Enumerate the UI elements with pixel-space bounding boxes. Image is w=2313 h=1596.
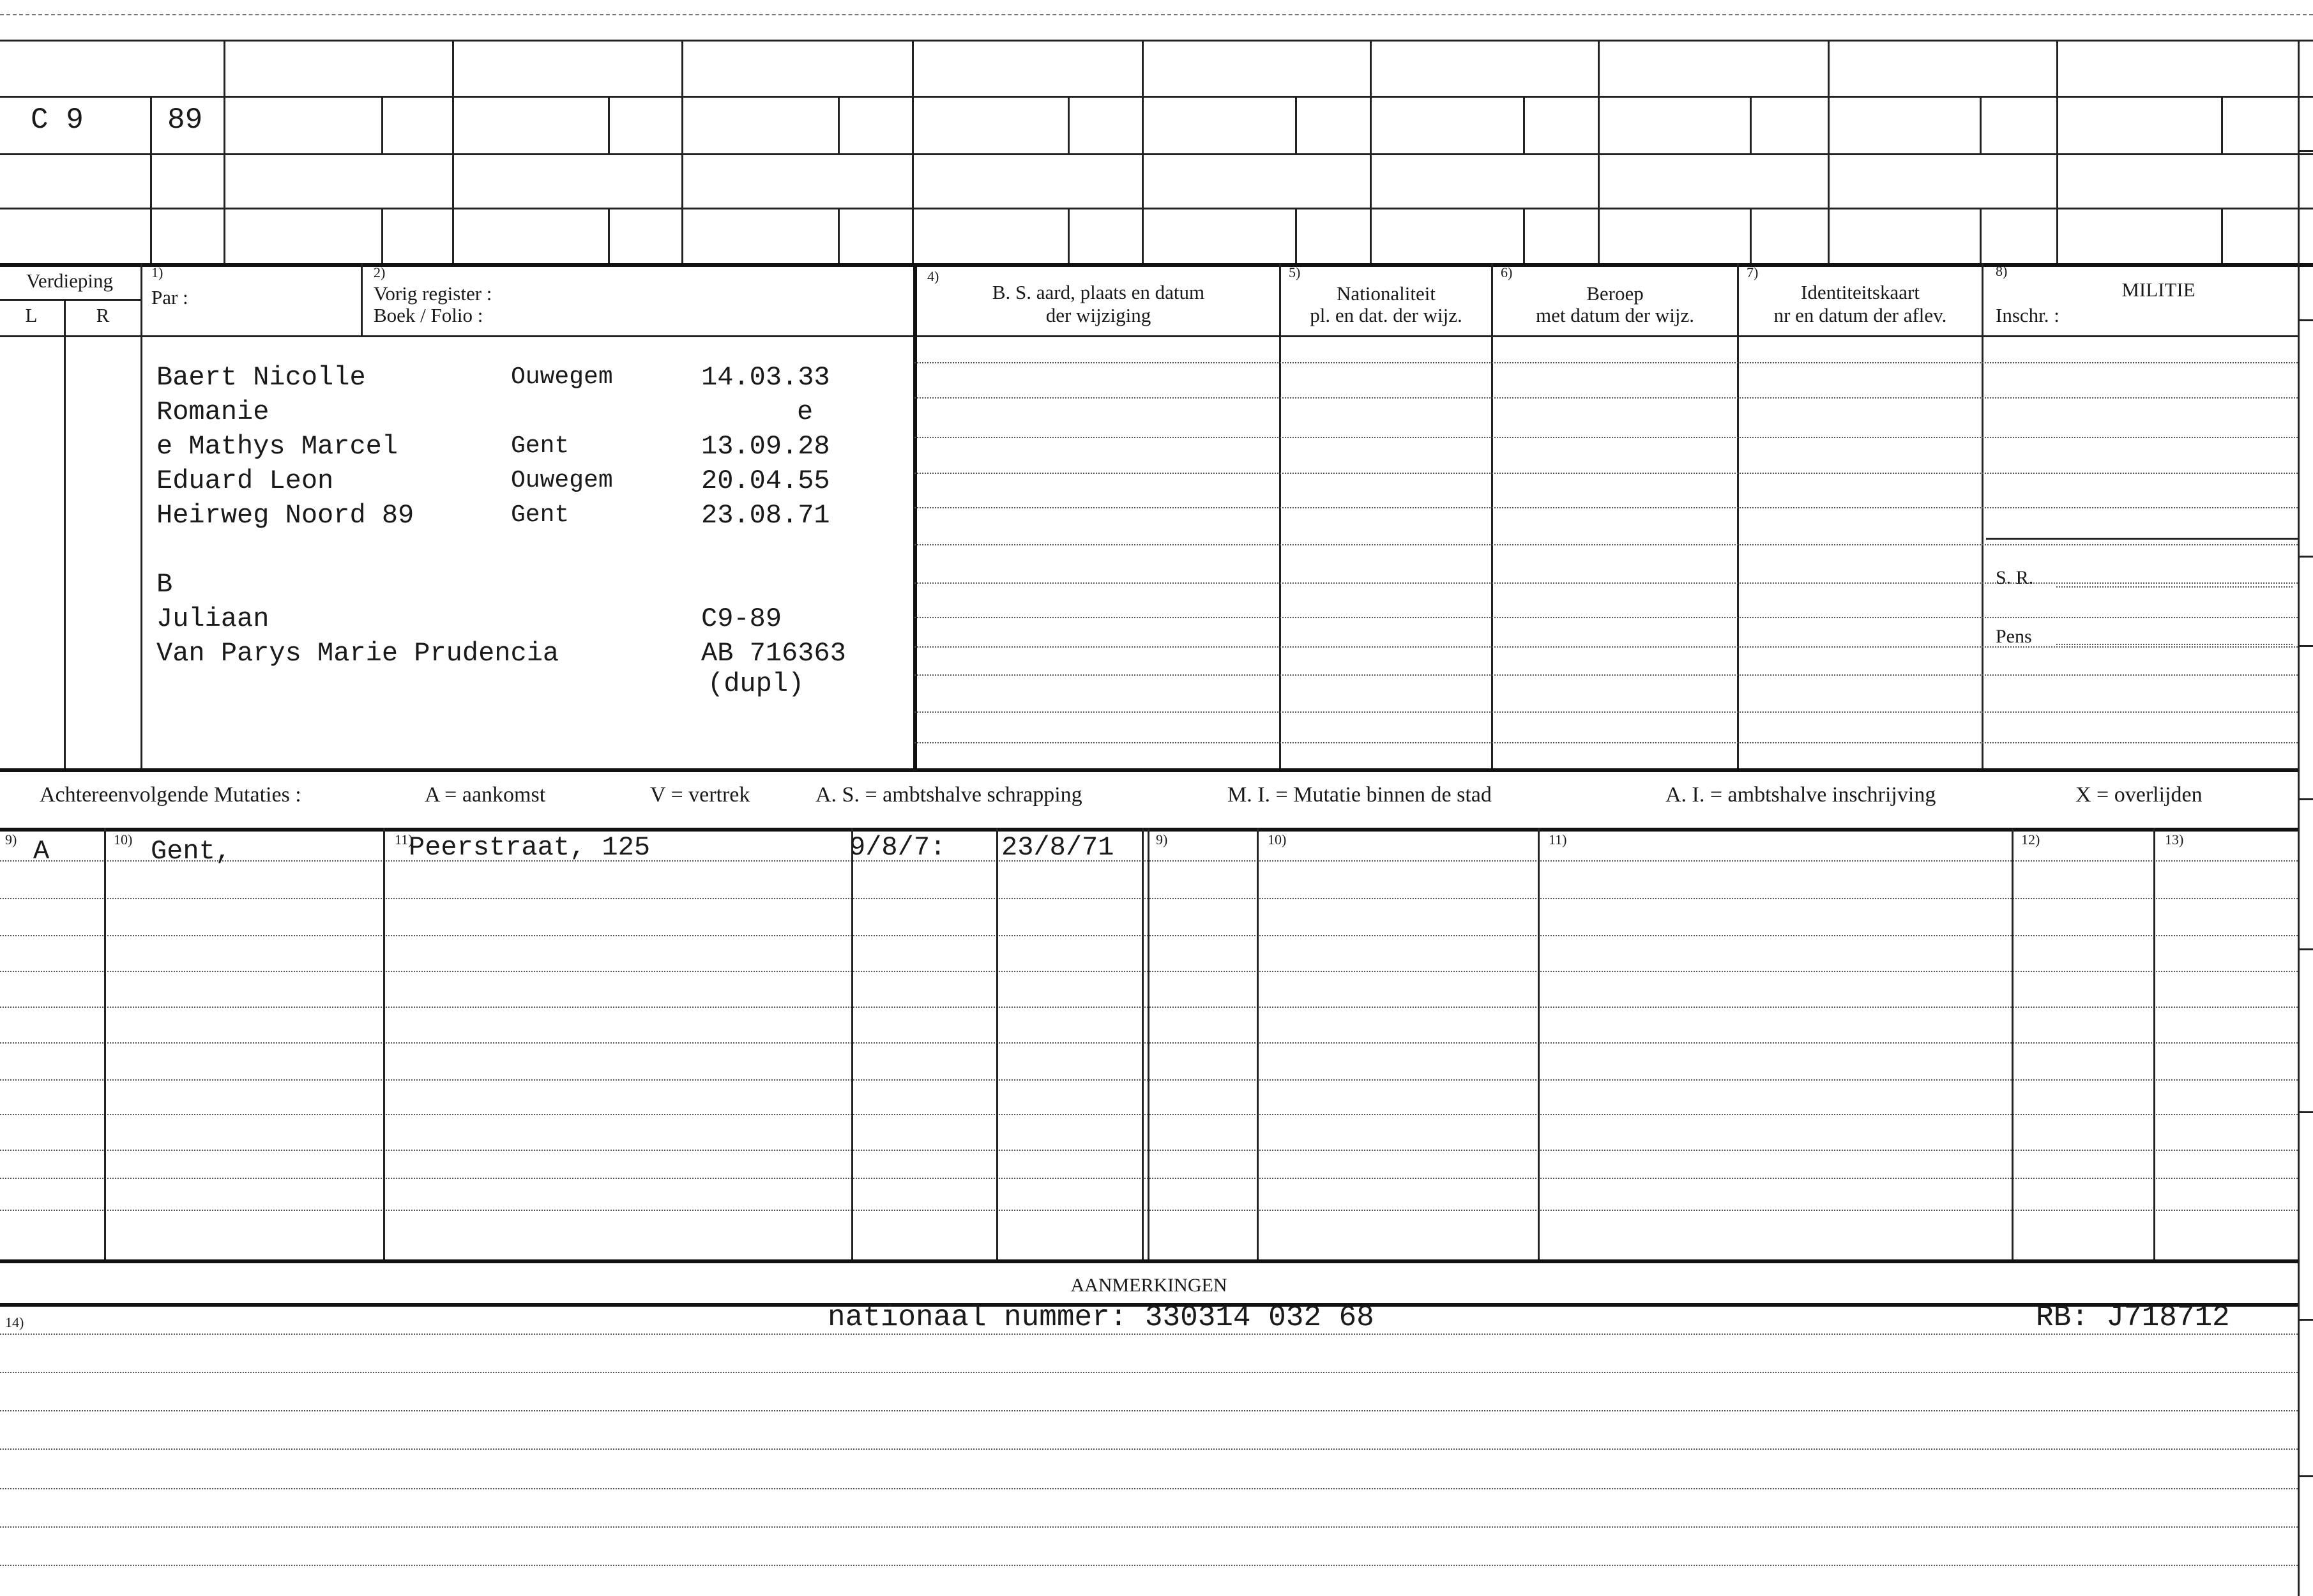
- header-militie: MILITIE: [2121, 278, 2195, 301]
- person-place: Ouwegem: [511, 363, 613, 391]
- mutation-city: Gent,: [151, 836, 232, 867]
- mutation-col-num: 12): [2021, 832, 2040, 847]
- person-name: e Mathys Marcel: [156, 431, 398, 462]
- header-par: Par :: [151, 286, 188, 308]
- person-date: AB 716363: [701, 638, 846, 669]
- header-inschr: Inschr. :: [1996, 304, 2059, 326]
- mutation-date-2: 23/8/71: [1001, 832, 1114, 863]
- person-place: Gent: [511, 432, 570, 460]
- header-nationaliteit-sub: pl. en dat. der wijz.: [1310, 304, 1462, 326]
- header-col5-num: 5): [1289, 264, 1301, 280]
- person-name: Juliaan: [156, 604, 269, 634]
- person-place: Ouwegem: [511, 467, 613, 494]
- mutation-col-num: 11): [1549, 832, 1567, 847]
- mutation-col-num: 9): [5, 832, 17, 847]
- person-name: Heirweg Noord 89: [156, 500, 414, 531]
- legend-item: A. S. = ambtshalve schrapping: [815, 783, 1082, 807]
- legend-item: A = aankomst: [425, 783, 546, 807]
- person-name: Romanie: [156, 397, 269, 427]
- person-name: Baert Nicolle: [156, 362, 366, 393]
- remarks-title: AANMERKINGEN: [1070, 1275, 1227, 1296]
- header-verdieping-left: L: [25, 304, 38, 326]
- militie-pens-label: Pens: [1996, 626, 2032, 647]
- person-date: C9-89: [701, 604, 782, 634]
- legend-item: M. I. = Mutatie binnen de stad: [1227, 783, 1492, 807]
- header-bs-line2: der wijziging: [1045, 304, 1151, 326]
- person-date: e: [797, 397, 814, 427]
- militie-sr-label: S. R.: [1996, 567, 2034, 588]
- mutation-col-num: 10): [114, 832, 133, 847]
- remarks-num: 14): [5, 1314, 24, 1330]
- header-boek-folio: Boek / Folio :: [374, 304, 483, 326]
- rb-number: RB: J718712: [2036, 1301, 2230, 1334]
- person-date: 14.03.33: [701, 362, 830, 393]
- person-name: Van Parys Marie Prudencia: [156, 638, 559, 669]
- header-verdieping: Verdieping: [26, 270, 114, 292]
- person-date: 20.04.55: [701, 466, 830, 496]
- header-beroep: Beroep: [1586, 282, 1644, 305]
- mutation-col-num: 9): [1156, 832, 1168, 847]
- legend-item: A. I. = ambtshalve inschrijving: [1665, 783, 1936, 807]
- header-col1-num: 1): [151, 264, 163, 280]
- person-date: 23.08.71: [701, 500, 830, 531]
- header-col7-num: 7): [1747, 264, 1759, 280]
- mutation-col-num: 10): [1268, 832, 1287, 847]
- person-name: Eduard Leon: [156, 466, 334, 496]
- mutation-col-num: 11): [395, 832, 413, 847]
- person-date: (dupl): [708, 669, 805, 699]
- person-date: 13.09.28: [701, 431, 830, 462]
- mutations-legend-title: Achtereenvolgende Mutaties :: [40, 783, 301, 807]
- legend-item: V = vertrek: [650, 783, 750, 807]
- register-code: C 9: [31, 103, 84, 137]
- header-identiteitskaart-sub: nr en datum der aflev.: [1773, 304, 1947, 326]
- person-place: Gent: [511, 501, 570, 529]
- folio-number: 89: [167, 103, 203, 137]
- national-number: nationaal nummer: 330314 032 68: [828, 1301, 1374, 1334]
- header-nationaliteit: Nationaliteit: [1337, 282, 1436, 305]
- header-col2-num: 2): [374, 264, 386, 280]
- header-col4-num: 4): [927, 268, 939, 284]
- header-col8-num: 8): [1996, 263, 2008, 279]
- mutation-address: Peerstraat, 125: [409, 832, 651, 863]
- header-bs-line1: B. S. aard, plaats en datum: [992, 281, 1205, 303]
- header-beroep-sub: met datum der wijz.: [1536, 304, 1694, 326]
- mutation-type: A: [33, 836, 50, 867]
- header-vorig-register: Vorig register :: [374, 282, 492, 305]
- person-name: B: [156, 569, 173, 600]
- mutation-date-1: 9/8/7:: [849, 832, 946, 863]
- header-verdieping-right: R: [96, 304, 110, 326]
- legend-item: X = overlijden: [2075, 783, 2203, 807]
- mutation-col-num: 13): [2165, 832, 2184, 847]
- header-identiteitskaart: Identiteitskaart: [1801, 281, 1920, 303]
- header-col6-num: 6): [1501, 264, 1513, 280]
